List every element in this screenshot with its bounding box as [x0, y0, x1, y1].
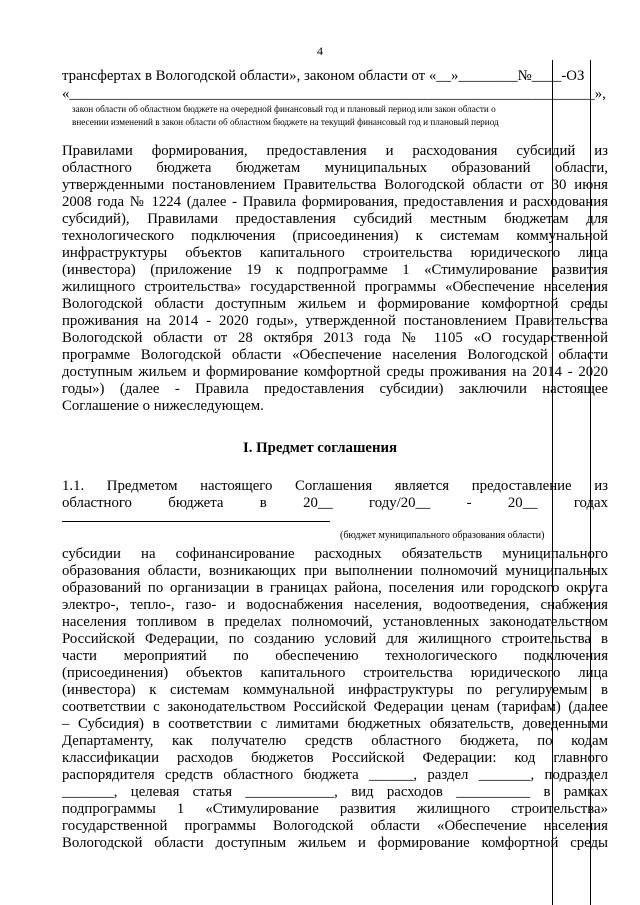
text-line: Департаменту, как получателю средств областного бюджета, по кодам — [62, 733, 608, 749]
footnote-line: внесении изменений в закон области об областном бюджете на текущий финансовый год и плановый период — [72, 117, 499, 127]
text-line: субсидий), Правилами предоставления субсидий местным бюджетам для — [62, 211, 608, 227]
page-number: 4 — [317, 44, 323, 58]
text-line: 2008 года № 1224 (далее - Правила формирования, предоставления и расходования — [62, 194, 608, 210]
text-line: субсидии на софинансирование расходных обязательств муниципального — [62, 546, 608, 562]
text-line: Вологодской области доступным жильем и формирование комфортной среды — [62, 296, 608, 312]
text-line: (присоединения) объектов капитального строительства юридического лица — [62, 665, 608, 681]
text-line: электро-, тепло-, газо- и водоснабжения населения, водоотведения, снабжения — [62, 597, 608, 613]
text-line: _______, целевая статья ____________, вид расходов __________ в рамках — [62, 784, 608, 800]
budget-caption: (бюджет муниципального образования области) — [340, 530, 545, 541]
text-line: Правилами формирования, предоставления и расходования субсидий из — [62, 143, 608, 159]
section-heading: I. Предмет соглашения — [242, 440, 398, 456]
scan-fold-line — [552, 60, 553, 905]
blank-fill-line — [62, 521, 330, 522]
text-line: Вологодской области от 28 октября 2013 года № 1105 «О государственной — [62, 330, 608, 346]
text-line: областного бюджета бюджетам муниципальных образований области, — [62, 160, 608, 176]
text-line: 1.1. Предметом настоящего Соглашения является предоставление из — [62, 478, 608, 494]
text-line: годы») (далее - Правила предоставления субсидии) заключили настоящее — [62, 381, 608, 397]
text-line: утвержденными постановлением Правительства Вологодской области от 30 июня — [62, 177, 608, 193]
text-line: (инвестора) к системам коммунальной инфраструктуры по регулируемым в — [62, 682, 608, 698]
scan-fold-line — [590, 60, 591, 905]
text-line: образований по организации в границах района, поселения или городского округа — [62, 580, 608, 596]
text-line: – Субсидия) в соответствии с лимитами бюджетных обязательств, доведенными — [62, 716, 608, 732]
text-line: трансфертах в Вологодской области», законом области от «__»________№____-ОЗ — [62, 68, 585, 84]
text-line: жилищного строительства» государственной программы «Обеспечение населения — [62, 279, 608, 295]
text-line: (инвестора) (приложение 19 к подпрограмме 1 «Стимулирование развития — [62, 262, 608, 278]
text-line: образования области, возникающих при выполнении полномочий муниципальных — [62, 563, 608, 579]
text-line: соответствии с законодательством Российской Федерации ценам (тарифам) (далее — [62, 699, 608, 715]
text-line: доступным жильем и формирование комфортной среды проживания на 2014 - 2020 — [62, 364, 608, 380]
text-line: программе Вологодской области «Обеспечение населения Вологодской области — [62, 347, 608, 363]
text-line: «_______________________________________________________________________», — [62, 86, 606, 102]
text-line: государственной программы Вологодской области «Обеспечение населения — [62, 818, 608, 834]
footnote-line: закон области об областном бюджете на очередной финансовый год и плановый период или закон области о — [72, 104, 496, 114]
text-line: областного бюджета в 20__ году/20__ - 20__ годах — [62, 495, 608, 511]
text-line: части мероприятий по обеспечению технологического подключения — [62, 648, 608, 664]
text-line: распорядителя средств областного бюджета ______, раздел _______, подраздел — [62, 767, 608, 783]
text-line: Российской Федерации, по созданию условий для жилищного строительства в — [62, 631, 608, 647]
text-line: Соглашение о нижеследующем. — [62, 398, 264, 414]
text-line: проживания на 2014 - 2020 годы», утвержденной постановлением Правительства — [62, 313, 608, 329]
text-line: инфраструктуры объектов капитального строительства юридического лица — [62, 245, 608, 261]
text-line: населения топливом в пределах полномочий, установленных законодательством — [62, 614, 608, 630]
text-line: классификации расходов бюджетов Российской Федерации: код главного — [62, 750, 608, 766]
text-line: технологического подключения (присоединения) к системам коммунальной — [62, 228, 608, 244]
text-line: подпрограммы 1 «Стимулирование развития жилищного строительства» — [62, 801, 608, 817]
text-line: Вологодской области доступным жильем и формирование комфортной среды — [62, 835, 608, 851]
